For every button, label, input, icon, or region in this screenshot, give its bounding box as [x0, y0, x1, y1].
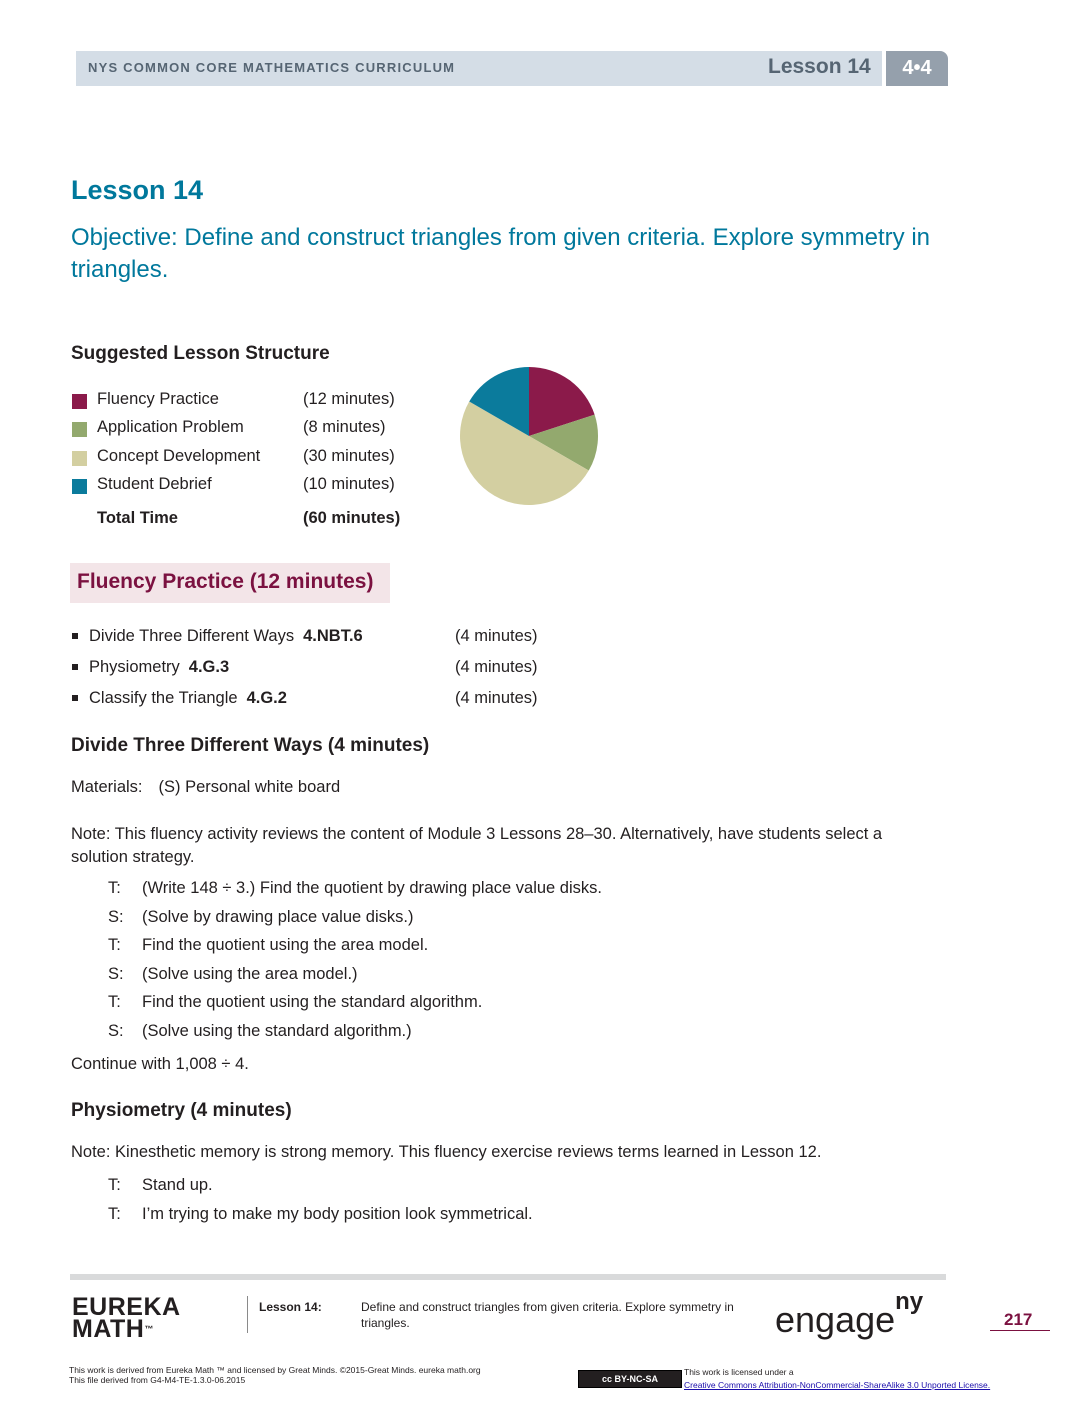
- logo-line-1: EUREKA: [72, 1293, 181, 1321]
- fluency-item-name: Physiometry: [89, 658, 180, 676]
- dialogue-speaker: S:: [108, 1022, 124, 1040]
- dialogue-text: I’m trying to make my body position look symmetrical.: [142, 1205, 533, 1223]
- total-label: Total Time: [97, 509, 178, 527]
- dialogue-speaker: T:: [108, 993, 121, 1011]
- total-minutes: (60 minutes): [303, 509, 401, 527]
- bullet-icon: [72, 664, 78, 670]
- legend-swatch: [72, 479, 87, 494]
- bullet-icon: [72, 695, 78, 701]
- dialogue-text: Stand up.: [142, 1176, 213, 1194]
- dialogue-text: (Solve by drawing place value disks.): [142, 908, 414, 926]
- fluency-item-minutes: (4 minutes): [455, 689, 538, 707]
- dialogue-speaker: T:: [108, 1205, 121, 1223]
- fluency-item-name: Classify the Triangle: [89, 689, 238, 707]
- dialogue-text: (Solve using the area model.): [142, 965, 358, 983]
- engage-text: engage: [775, 1299, 896, 1340]
- dialogue-speaker: T:: [108, 936, 121, 954]
- structure-item-name: Fluency Practice: [97, 390, 219, 408]
- dialogue-text: Find the quotient using the standard algorithm.: [142, 993, 483, 1011]
- lesson-structure-pie-chart: [458, 365, 600, 507]
- dialogue-text: Find the quotient using the area model.: [142, 936, 429, 954]
- engage-ny-text: ny: [895, 1288, 924, 1315]
- materials-line: [71, 778, 340, 797]
- credit-line-1: This work is derived from Eureka Math ™ and licensed by Great Minds. ©2015-Great Minds. eureka math.org: [69, 1365, 481, 1375]
- physiometry-note: Note: Kinesthetic memory is strong memory. This fluency exercise reviews terms learned in Lesson 12.: [71, 1143, 822, 1161]
- cc-license-badge: cc BY-NC-SA: [578, 1370, 682, 1388]
- divide-heading: Divide Three Different Ways (4 minutes): [71, 735, 430, 756]
- logo-trademark: ™: [144, 1324, 154, 1334]
- curriculum-title: NYS COMMON CORE MATHEMATICS CURRICULUM: [88, 60, 456, 75]
- dialogue-speaker: S:: [108, 965, 124, 983]
- dialogue-speaker: T:: [108, 1176, 121, 1194]
- dialogue-text: (Write 148 ÷ 3.) Find the quotient by drawing place value disks.: [142, 879, 602, 897]
- fluency-item-minutes: (4 minutes): [455, 627, 538, 645]
- footer-lesson-description: Define and construct triangles from given criteria. Explore symmetry in triangles.: [361, 1300, 734, 1330]
- logo-line-2: MATH: [72, 1315, 145, 1343]
- page-number: 217: [1004, 1310, 1033, 1329]
- fluency-item-standard: 4.G.2: [246, 689, 287, 707]
- fluency-item-standard: 4.NBT.6: [303, 627, 363, 645]
- engageny-logo: [775, 1288, 924, 1341]
- module-badge: 4•4: [886, 51, 948, 86]
- fluency-heading: Fluency Practice (12 minutes): [77, 570, 374, 593]
- structure-item-name: Concept Development: [97, 447, 261, 465]
- page-number-underline: [990, 1330, 1050, 1331]
- physiometry-heading: Physiometry (4 minutes): [71, 1100, 292, 1121]
- lesson-title: Lesson 14: [71, 175, 204, 205]
- eureka-math-logo: [72, 1293, 181, 1343]
- divide-note: Note: This fluency activity reviews the content of Module 3 Lessons 28–30. Alternatively, have students select a solution strategy.: [71, 825, 883, 866]
- footer-divider: [70, 1274, 946, 1280]
- structure-item-minutes: (8 minutes): [303, 418, 386, 436]
- dialogue-text: (Solve using the standard algorithm.): [142, 1022, 412, 1040]
- license-link[interactable]: Creative Commons Attribution-NonCommercial-ShareAlike 3.0 Unported License.: [684, 1380, 991, 1390]
- structure-item-minutes: (10 minutes): [303, 475, 395, 493]
- legend-swatch: [72, 394, 87, 409]
- fluency-item-minutes: (4 minutes): [455, 658, 538, 676]
- structure-heading: Suggested Lesson Structure: [71, 343, 330, 364]
- license-line-1: This work is licensed under a: [684, 1367, 794, 1377]
- continue-line: Continue with 1,008 ÷ 4.: [71, 1055, 249, 1073]
- credit-line-2: This file derived from G4-M4-TE-1.3.0-06.2015: [69, 1375, 246, 1385]
- lesson-objective: Objective: Define and construct triangles from given criteria. Explore symmetry in triangles.: [71, 224, 930, 283]
- footer-lesson-label: Lesson 14:: [259, 1300, 322, 1314]
- structure-item-minutes: (12 minutes): [303, 390, 395, 408]
- structure-item-name: Student Debrief: [97, 475, 212, 493]
- structure-item-minutes: (30 minutes): [303, 447, 395, 465]
- dialogue-speaker: S:: [108, 908, 124, 926]
- bullet-icon: [72, 633, 78, 639]
- fluency-item-standard: 4.G.3: [188, 658, 230, 676]
- materials-text: (S) Personal white board: [158, 778, 341, 796]
- materials-label: Materials:: [71, 778, 143, 796]
- fluency-item-name: Divide Three Different Ways: [89, 627, 295, 645]
- dialogue-speaker: T:: [108, 879, 121, 897]
- header-lesson: Lesson 14: [768, 55, 871, 78]
- legend-swatch: [72, 451, 87, 466]
- footer-vertical-divider: [247, 1296, 248, 1333]
- structure-item-name: Application Problem: [97, 418, 244, 436]
- legend-swatch: [72, 422, 87, 437]
